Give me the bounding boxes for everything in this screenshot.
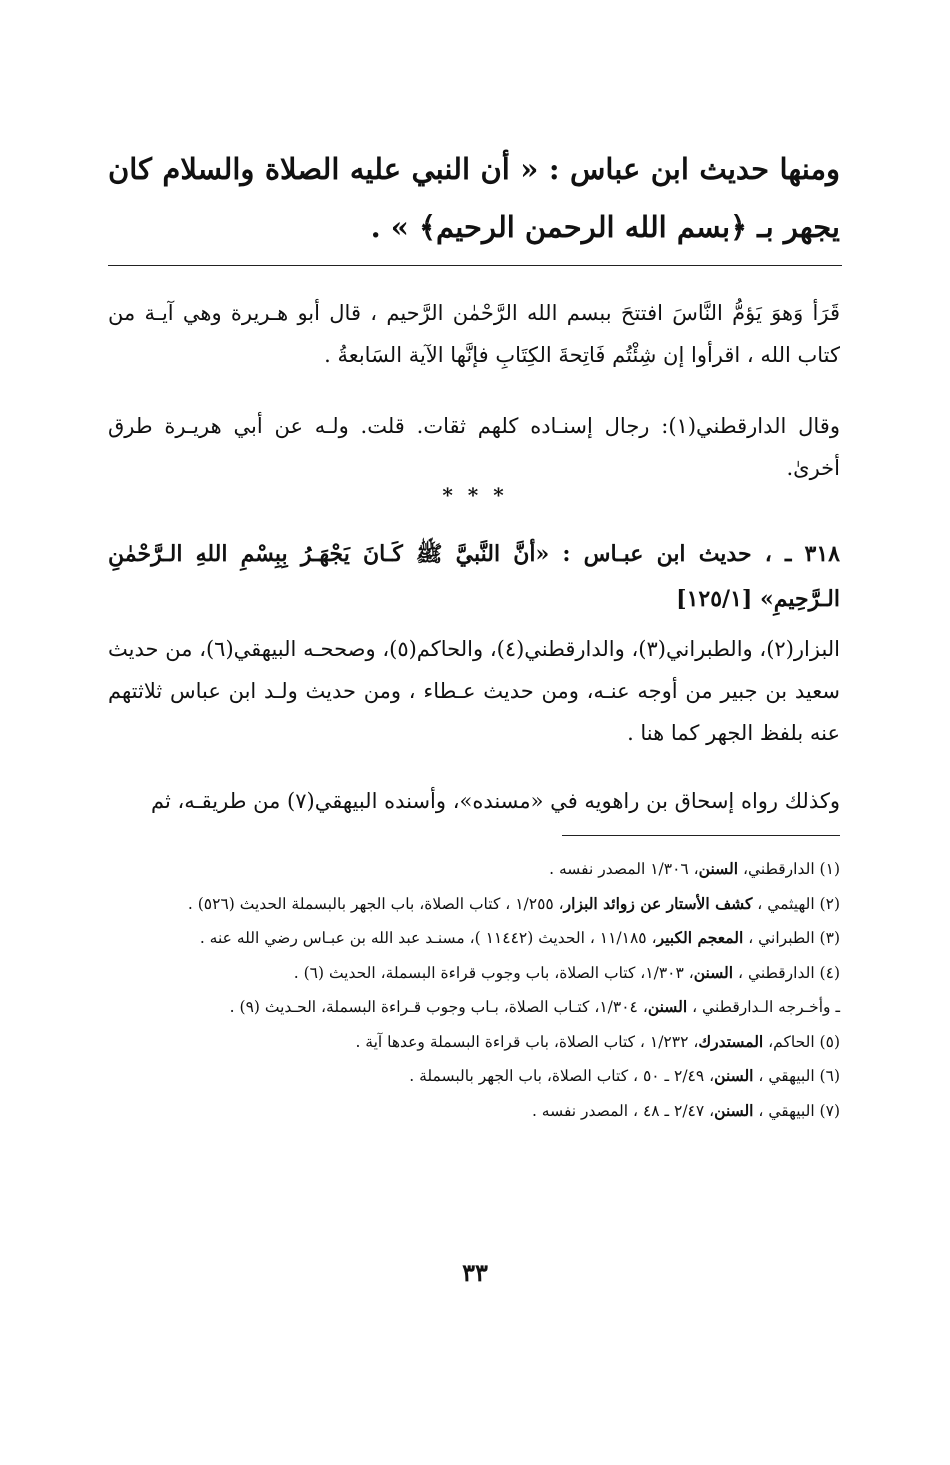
footnote-reference: ، ١/٢٣٢ ، كتاب الصلاة، باب قراءة البسملة وعدها آية . xyxy=(355,1032,699,1051)
footnote-reference: ، ١/٣٠٦ المصدر نفسه . xyxy=(549,860,699,878)
footnotes-section xyxy=(108,852,840,1128)
paragraph-daraqutni-comment: وقال الدارقطني(١): رجال إسنـاده كلهم ثقات. قلت. ولـه عن أبي هريـرة طرق أخرىٰ. xyxy=(108,414,840,480)
footnote-source-title: كشف الأستار عن زوائد البزار xyxy=(563,893,753,913)
paragraph-takhrij: البزار(٢)، والطبراني(٣)، والدارقطني(٤)، والحاكم(٥)، وصححـه البيهقي(٦)، من حديث سعيد بن جبير من أوجه عنـه، ومن حديث عـطاء ، ومن حديث ولـد ابن عباس ثلاثتهم عنه بلفظ الجهر كما هنا . xyxy=(108,637,841,745)
footnote-label: (٤) الدارقطني ، xyxy=(733,963,840,982)
footnote-label: (٥) الحاكم، xyxy=(763,1032,840,1051)
quoted-hadith-statement: ومنها حديث ابن عباس : « أن النبي عليه الصلاة والسلام كان يجهر بـ ﴿بسم الله الرحمن الرحيم﴾ » . xyxy=(108,152,840,244)
footnote xyxy=(108,1059,840,1094)
footnote-reference: ، ١/٣٠٣، كتاب الصلاة، باب وجوب قراءة البسملة، الحديث (٦) . xyxy=(293,963,694,982)
footnote-source-title: المستدرك xyxy=(698,1031,764,1051)
footnote-reference: ، ١/٣٠٤، كتـاب الصلاة، بـاب وجوب قـراءة البسملة، الحـديث (٩) . xyxy=(229,998,648,1016)
footnote-label: (٢) الهيثمي ، xyxy=(752,894,840,913)
footnote xyxy=(108,921,840,956)
page-number: ٣٣ xyxy=(462,1258,488,1287)
footnote xyxy=(108,887,840,922)
footnote-separator-rule xyxy=(562,835,840,836)
footnote-reference: ، ١١/١٨٥ ، الحديث (١١٤٤٢ )، مسنـد عبد الله بن عبـاس رضي الله عنه . xyxy=(199,929,657,947)
footnote xyxy=(108,1094,840,1129)
footnote-source-title: المعجم الكبير xyxy=(656,928,744,947)
footnote-reference: ، ٢/٤٧ ـ ٤٨ ، المصدر نفسه . xyxy=(531,1101,715,1120)
hadith-318-heading xyxy=(108,532,840,622)
footnote-label: (٧) البيهقي ، xyxy=(753,1101,840,1120)
paragraph-ishaq-rahawayh: وكذلك رواه إسحاق بن راهويه في «مسنده»، وأسنده البيهقي(٧) من طريقـه، ثم xyxy=(150,789,840,813)
footnote-label: (٦) البيهقي ، xyxy=(753,1067,840,1085)
footnote xyxy=(108,1025,840,1060)
footnote xyxy=(108,990,840,1025)
footnote-label: (١) الدارقطني، xyxy=(738,860,840,878)
paragraph-abu-hurayra-narration: قَرَأ وَهوَ يَؤمُّ النَّاسَ افتتحَ ببسم الله الرَّحْمٰن الرَّحيم ، قال أبو هـريرة وهي آيـة من كتاب الله ، اقرأوا إن شِئْتُم فَاتِحةَ الكِتَابِ فإنَّها الآية السَابعةُ . xyxy=(108,301,840,367)
footnote xyxy=(108,956,840,991)
hadith-318-text: ٣١٨ ـ ، حديث ابن عبـاس : «أنَّ النَّبيَّ ﷺ كَـانَ يَجْهَـرُ بِبِسْمِ اللهِ الـرَّحْمٰنِ الـرَّحِيمِ» [١٢٥/١] xyxy=(108,541,840,612)
footnote-source-title: السنن xyxy=(698,859,739,878)
section-separator-stars: * * * xyxy=(442,483,508,507)
footnote-source-title: السنن xyxy=(714,1100,754,1120)
footnote-reference: ، ٢/٤٩ ـ ٥٠ ، كتاب الصلاة، باب الجهر بالبسملة . xyxy=(409,1067,715,1085)
footnote-source-title: السنن xyxy=(714,1066,754,1085)
footnote xyxy=(108,852,840,887)
top-horizontal-rule xyxy=(108,265,842,266)
footnote-source-title: السنن xyxy=(647,997,688,1016)
footnote-reference: ، ١/٢٥٥ ، كتاب الصلاة، باب الجهر بالبسملة الحديث (٥٢٦) . xyxy=(187,894,564,913)
footnote-label: (٣) الطبراني ، xyxy=(743,929,840,947)
footnote-label: ـ وأخـرجه الـدارقطني ، xyxy=(687,998,840,1016)
footnote-source-title: السنن xyxy=(693,962,734,982)
